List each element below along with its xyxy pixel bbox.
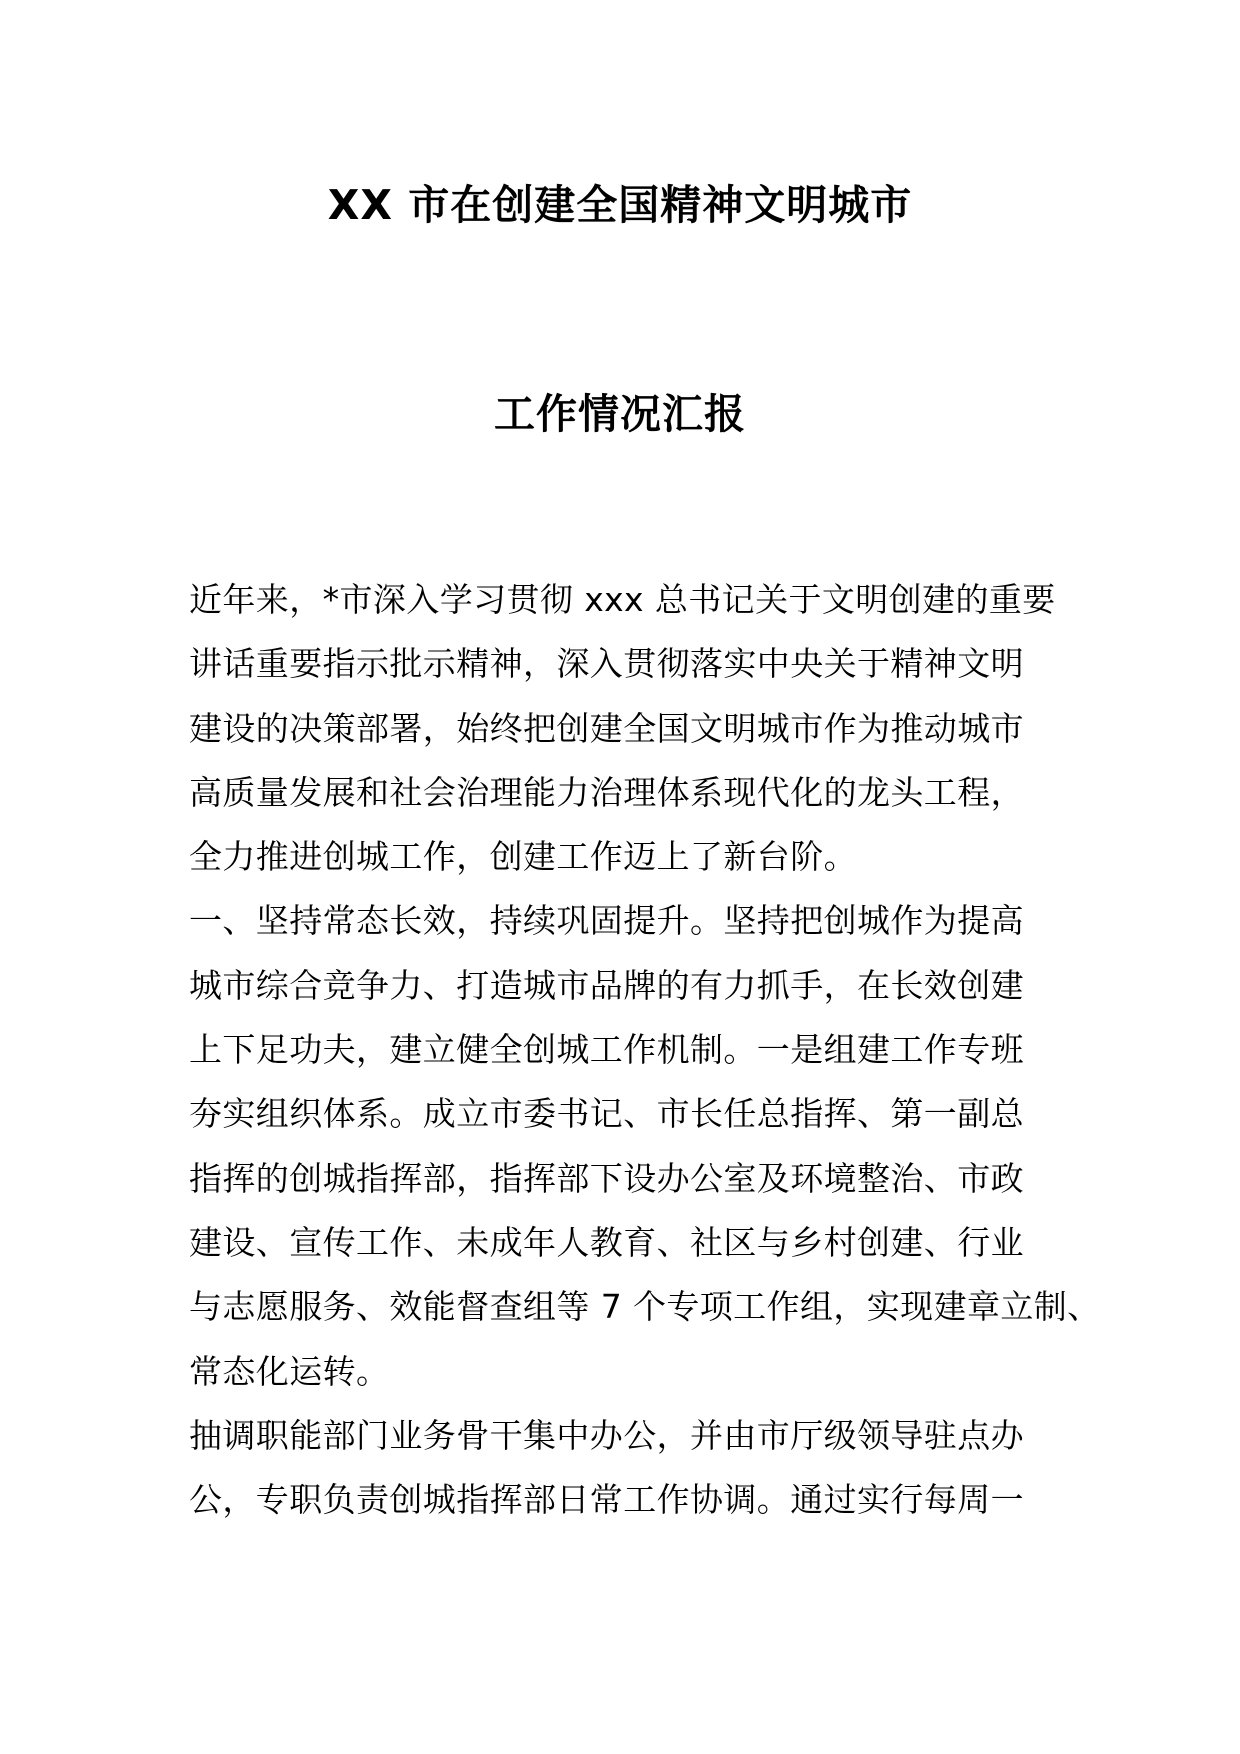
body-line: 上下足功夫，建立健全创城工作机制。一是组建工作专班 <box>189 1030 1024 1070</box>
document-title-line-1: XX 市在创建全国精神文明城市 <box>327 181 913 229</box>
body-line: 指挥的创城指挥部，指挥部下设办公室及环境整治、市政 <box>189 1158 1024 1198</box>
body-line: 夯实组织体系。成立市委书记、市长任总指挥、第一副总 <box>189 1094 1024 1134</box>
body-line: 近年来，*市深入学习贯彻 xxx 总书记关于文明创建的重要 <box>189 580 1056 619</box>
body-line: 建设的决策部署，始终把创建全国文明城市作为推动城市 <box>189 708 1024 748</box>
body-line: 城市综合竞争力、打造城市品牌的有力抓手，在长效创建 <box>189 965 1024 1005</box>
body-line: 一、坚持常态长效，持续巩固提升。坚持把创城作为提高 <box>189 901 1024 941</box>
document-body <box>189 568 1101 1532</box>
document-title-line-2: 工作情况汇报 <box>494 390 746 438</box>
body-line: 与志愿服务、效能督查组等 7 个专项工作组，实现建章立制、 <box>189 1287 1101 1327</box>
body-line: 抽调职能部门业务骨干集中办公，并由市厅级领导驻点办 <box>189 1415 1024 1455</box>
body-line: 高质量发展和社会治理能力治理体系现代化的龙头工程， <box>189 772 1024 812</box>
body-line: 公，专职负责创城指挥部日常工作协调。通过实行每周一 <box>189 1480 1024 1520</box>
body-line: 常态化运转。 <box>189 1351 390 1391</box>
body-line: 建设、宣传工作、未成年人教育、社区与乡村创建、行业 <box>189 1222 1024 1262</box>
body-line: 全力推进创城工作，创建工作迈上了新台阶。 <box>189 837 857 877</box>
body-line: 讲话重要指示批示精神，深入贯彻落实中央关于精神文明 <box>189 644 1024 684</box>
